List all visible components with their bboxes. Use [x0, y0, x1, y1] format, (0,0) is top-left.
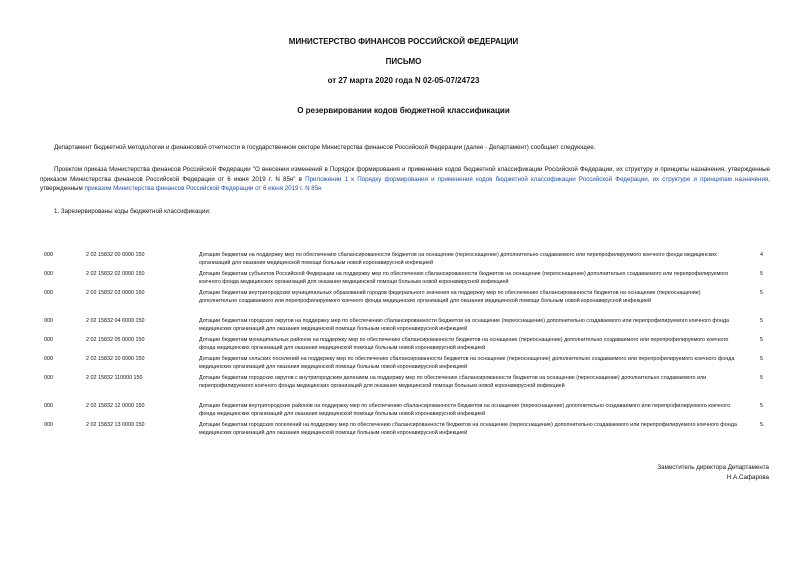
order-paragraph-text-1: Проектом приказа Министерства финансов Российской Федерации "О внесении изменений в Порядок формирования и применения кодов бюджетной классификации Российской Федерации, их структуру и принципы назначения, утвержденные приказом Министерства финансов Российской Федерации от 6 июня 2019 г. N 85н" в: [40, 166, 770, 183]
table-cell-description: Дотации бюджетам внутригородских районов на поддержку мер по обеспечению сбалансированности бюджетов на оснащение (переоснащение) дополнительно создаваемого или перепрофилируемого коечного фонда медицинских организаций для оказания медицинской помощи больным новой коронавирусной инфекцией: [199, 403, 731, 417]
table-cell-number: 5: [760, 403, 763, 409]
document-subject: О резервировании кодов бюджетной классификации: [297, 106, 510, 115]
table-cell-kbk: 2 02 15832 04 0000 150: [86, 318, 145, 324]
item-1: 1. Зарезервированы коды бюджетной классификации:: [54, 208, 211, 215]
table-cell-code: 000: [44, 337, 53, 343]
table-cell-kbk: 2 02 15832 00 0000 150: [86, 252, 145, 258]
table-cell-code: 000: [44, 318, 53, 324]
table-cell-number: 5: [760, 356, 763, 362]
table-cell-number: 5.: [760, 422, 765, 428]
table-cell-number: 5: [760, 318, 763, 324]
document-type: ПИСЬМО: [385, 57, 422, 66]
signature-block: [657, 463, 769, 483]
table-cell-kbk: 2 02 15832 02 0000 150: [86, 271, 145, 277]
table-cell-description: Дотации бюджетам на поддержку мер по обеспечению сбалансированности бюджетов на оснащение (переоснащение) дополнительно создаваемого или перепрофилируемого коечного фонда медицинских организаций для оказания медицинской помощи больным новой коронавирусной инфекцией: [199, 252, 717, 266]
intro-paragraph: Департамент бюджетной методологии и финансовой отчетности в государственном секторе Министерства финансов Российской Федерации (далее - Департамент) сообщает следующее.: [54, 144, 596, 151]
table-cell-kbk: 2 02 15832 05 0000 150: [86, 337, 145, 343]
table-cell-number: 5: [760, 271, 763, 277]
table-cell-code: 000: [44, 252, 53, 258]
table-cell-number: 5: [760, 290, 763, 296]
table-cell-code: 000: [44, 290, 53, 296]
order-link[interactable]: приказом Министерства финансов Российской Федерации от 6 июня 2019 г. N 85н: [84, 185, 322, 193]
table-cell-number: 5: [760, 337, 763, 343]
table-cell-description: Дотации бюджетам городских округов с внутригородским делением на поддержку мер по обеспечению сбалансированности бюджетов на оснащение (переоснащение) дополнительно создаваемого или перепрофилируемого коечного фонда медицинских организаций для оказания медицинской помощи больным новой коронавирусной инфекцией: [199, 375, 707, 389]
table-cell-number: 5: [760, 375, 763, 381]
table-cell-description: Дотации бюджетам субъектов Российской Федерации на поддержку мер по обеспечению сбалансированности бюджетов на оснащение (переоснащение) дополнительно создаваемого или перепрофилируемого коечного фонда медицинских организаций для оказания медицинской помощи больным новой коронавирусной инфекцией: [199, 271, 729, 285]
order-paragraph: [40, 165, 770, 194]
signature-name: Н.А.Сафарова: [726, 474, 769, 481]
ministry-title: МИНИСТЕРСТВО ФИНАНСОВ РОССИЙСКОЙ ФЕДЕРАЦИИ: [288, 37, 519, 46]
table-cell-number: 4: [760, 252, 763, 258]
table-cell-kbk: 2 02 15832 10 0000 150: [86, 356, 145, 362]
table-cell-code: 000: [44, 375, 53, 381]
table-cell-code: 000: [44, 356, 53, 362]
table-cell-kbk: 2 02 15832 03 0000 150: [86, 290, 145, 296]
table-cell-description: Дотации бюджетам сельских поселений на поддержку мер по обеспечению сбалансированности бюджетов на оснащение (переоснащение) дополнительно создаваемого или перепрофилируемого коечного фонда медицинских организаций для оказания медицинской помощи больным новой коронавирусной инфекцией: [199, 356, 735, 370]
table-cell-description: Дотации бюджетам городских поселений на поддержку мер по обеспечению сбалансированности бюджетов на оснащение (переоснащение) дополнительно создаваемого или перепрофилируемого коечного фонда медицинских организаций для оказания медицинской помощи больным новой коронавирусной инфекцией: [199, 422, 737, 436]
table-cell-code: 000: [44, 403, 53, 409]
document-date-number: от 27 марта 2020 года N 02-05-07/24723: [327, 76, 480, 85]
order-paragraph-text-2: , утвержденным: [40, 175, 770, 193]
table-cell-description: Дотации бюджетам городских округов на поддержку мер по обеспечению сбалансированности бюджетов на оснащение (переоснащение) дополнительно создаваемого или перепрофилируемого коечного фонда медицинских организаций для оказания медицинской помощи больным новой коронавирусной инфекцией: [199, 318, 729, 332]
table-cell-code: 000: [44, 271, 53, 277]
appendix-link[interactable]: Приложении 1 к Порядку формирования и применения кодов бюджетной классификации Российской Федерации, их структуре и принципам назначения: [305, 175, 769, 183]
table-cell-kbk: 2 02 15832 13 0000 150: [86, 422, 145, 428]
table-cell-code: 000: [44, 422, 53, 428]
table-cell-description: Дотации бюджетам муниципальных районов на поддержку мер по обеспечению сбалансированности бюджетов на оснащение (переоснащение) дополнительно создаваемого или перепрофилируемого коечного фонда медицинских организаций для оказания медицинской помощи больным новой коронавирусной инфекцией: [199, 337, 729, 351]
table-cell-description: Дотации бюджетам внутригородских муниципальных образований городов федерального значения на поддержку мер по обеспечению сбалансированности бюджетов на оснащение (переоснащение) дополнительно создаваемого или перепрофилируемого коечного фонда медицинских организаций для оказания медицинской помощи больным новой коронавирусной инфекцией: [199, 290, 701, 304]
table-cell-kbk: 2 02 15832 110000 150: [86, 375, 143, 381]
signature-title: Заместитель директора Департамента: [657, 464, 769, 471]
table-cell-kbk: 2 02 15832 12 0000 150: [86, 403, 145, 409]
